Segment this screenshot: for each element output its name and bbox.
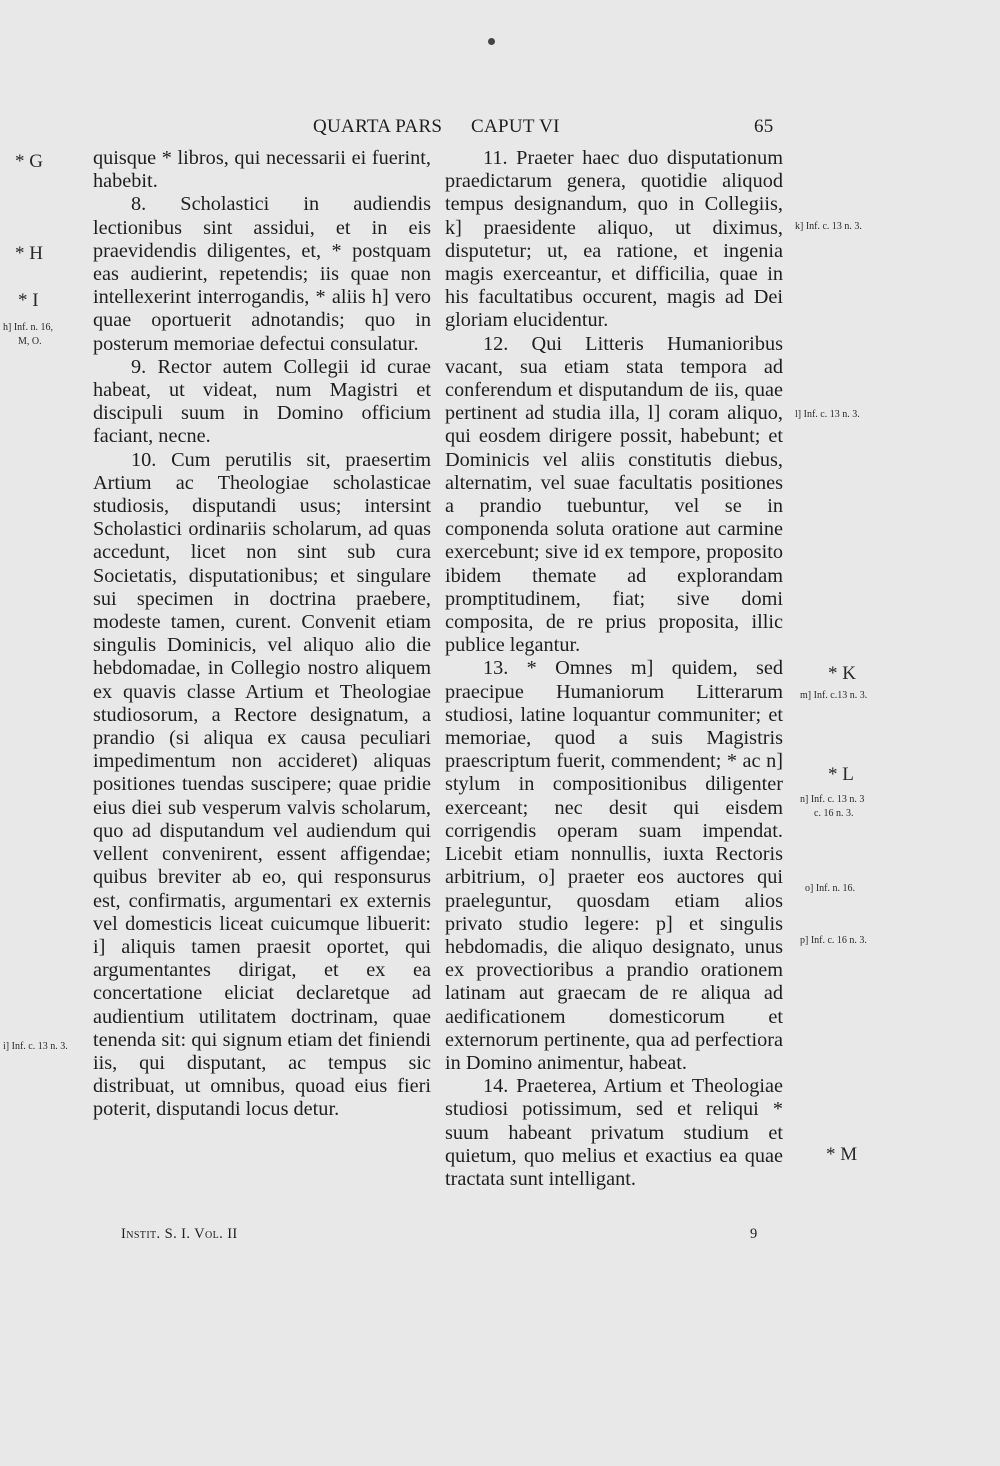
paragraph: 10. Cum perutilis sit, praesertim Artium ac Theologiae scholasticae studiosis, disputandi usus; intersint Scholastici ordinariis scholarum, ad quas accedunt, licet non sint sub cura Societatis, disputationibus; et singulare sui specimen in doctrina praebere, modeste tamen, curent. Convenit etiam singulis Dominicis, vel aliquo alio die hebdomadae, in Collegio nostro aliquem ex quavis classe Artium et Theologiae studiosorum, a Rectore designatum, a prandio (si aliqua ex causa peculiari impedimentum non accideret) aliquas positiones tuendas suscipere; quae pridie eius diei sub vesperum valvis scholarum, quo ad disputandum vel audiendum qui vellent convenirent, essent affigendae; quibus breviter ab eo, qui responsurus est, confirmatis, argumentari ex externis vel domesticis liceat cuicumque libuerit: i] aliquis tamen praesit oportet, qui argumentantes dirigat, et ex ea concertatione eliciat declaretque ad audientium utilitatem doctrinam, quae tenenda sit: qui signum etiam det finiendi iis, qui disputant, ac tempus sic distribuat, ut omnibus, quoad eius fieri poterit, disputandi locus detur.: [93, 448, 431, 1121]
margin-mark-g: * G: [15, 151, 43, 172]
paragraph: 9. Rector autem Collegii id curae habeat, ut videat, num Magistri et discipuli suum in Domino officium faciant, necne.: [93, 355, 431, 448]
margin-note-n-ref: n] Inf. c. 13 n. 3: [800, 794, 865, 805]
right-column: [445, 147, 783, 1191]
paragraph: 13. * Omnes m] quidem, sed praecipue Humaniorum Litterarum studiosi, latine loquantur communiter; et memoriae, quod a suis Magistris praescriptum fuerit, commendent; * ac n] stylum in compositionibus diligenter exerceant; nec desit qui eisdem corrigendis operam suam impendat. Licebit etiam nonnullis, iuxta Rectoris arbitrium, o] praeter eos auctores qui praeleguntur, quosdam etiam alios privato studio legere: p] et singulis hebdomadis, die aliquo designato, unus ex provectioribus a prandio orationem latinam aut graecam de re aliqua ad aedificationem domesticorum et externorum pertinente, qua ad perfectiora in Domino animentur, habeat.: [445, 657, 783, 1074]
margin-note-h-ref: h] Inf. n. 16,: [3, 322, 53, 333]
margin-note-h-ref-cont: M, O.: [18, 336, 42, 347]
sheet-number: 9: [750, 1226, 758, 1242]
margin-mark-k: * K: [828, 663, 856, 684]
margin-mark-h: * H: [15, 243, 43, 264]
margin-mark-m: * M: [826, 1144, 858, 1165]
left-column: [93, 147, 431, 1122]
page-number: 65: [754, 116, 774, 137]
margin-note-i-ref: i] Inf. c. 13 n. 3.: [3, 1041, 68, 1052]
margin-note-m-ref: m] Inf. c.13 n. 3.: [800, 690, 868, 701]
margin-note-n-ref-cont: c. 16 n. 3.: [814, 808, 854, 819]
running-head-part: QUARTA PARS: [313, 116, 443, 137]
margin-mark-l: * L: [828, 764, 854, 785]
paragraph: quisque * libros, qui necessarii ei fuerint, habebit.: [93, 147, 431, 193]
paragraph: 8. Scholastici in audiendis lectionibus sint assidui, et in eis praevidendis diligentes, et, * postquam eas audierint, repetendis; iis quae non intellexerint interrogandis, * aliis h] vero quae oportuerit adnotandis; quo in posterum memoriae defectui consulatur.: [93, 193, 431, 355]
margin-mark-i: * I: [18, 290, 39, 311]
paragraph: 14. Praeterea, Artium et Theologiae studiosi potissimum, sed et reliqui * suum habeant privatum studium et quietum, quo melius et exactius ea quae tractata sunt intelligant.: [445, 1075, 783, 1190]
ink-dot: [488, 38, 495, 45]
margin-note-o-ref: o] Inf. n. 16.: [805, 883, 855, 894]
paragraph: 11. Praeter haec duo disputationum praedictarum genera, quotidie aliquod tempus designandum, quo in Collegiis, k] praesidente aliquo, ut diximus, disputetur; ut, ea ratione, et ingenia magis exerceantur, et difficilia, quae in his facultatibus occurent, magis ad Dei gloriam elucidentur.: [445, 147, 783, 332]
margin-note-k-ref: k] Inf. c. 13 n. 3.: [795, 221, 862, 232]
running-head-chapter: CAPUT VI: [471, 116, 560, 137]
paragraph: 12. Qui Litteris Humanioribus vacant, sua etiam stata tempora ad conferendum et disputandum de iis, quae pertinent ad studia illa, l] coram aliquo, qui eosdem dirigere possit, habebunt; et Dominicis vel aliis constitutis diebus, alternatim, vel suae facultatis positiones a prandio tuebuntur, vel se in componenda soluta oratione aut carmine exercebunt; sive id ex tempore, proposito ibidem themate ad explorandam promptitudinem, fiat; sive domi composita, de re prius proposita, illic publice legantur.: [445, 332, 783, 657]
margin-note-l-ref: l] Inf. c. 13 n. 3.: [795, 409, 860, 420]
signature-line: Instit. S. I. Vol. II: [121, 1226, 238, 1242]
margin-note-p-ref: p] Inf. c. 16 n. 3.: [800, 935, 867, 946]
